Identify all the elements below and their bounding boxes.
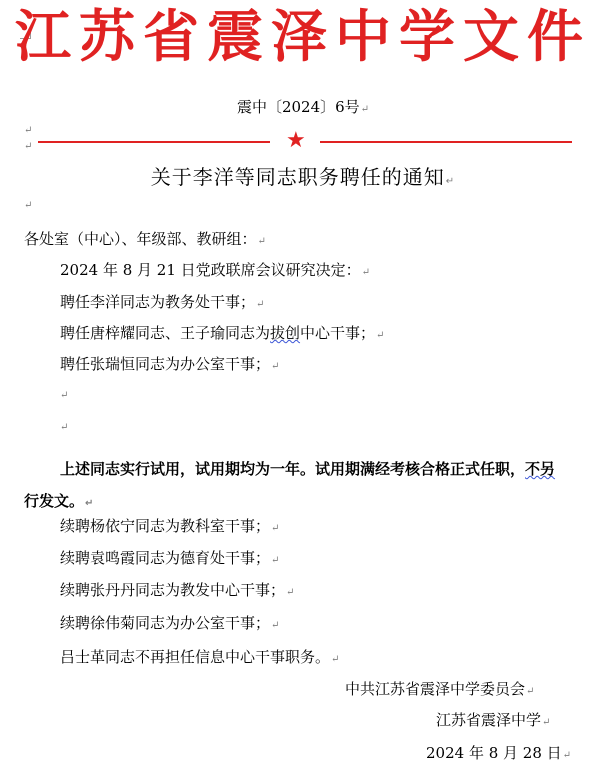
paragraph-mark: ↵ [271, 361, 280, 372]
paragraph-mark: ↵ [361, 267, 371, 278]
renewal-text: 续聘杨依宁同志为教科室干事； [60, 517, 271, 535]
renewal-text: 续聘袁鸣霞同志为德育处干事； [60, 549, 271, 567]
renewal-item [60, 612, 279, 637]
star-icon: ★ [286, 128, 306, 153]
appointment-text: 中心干事； [300, 324, 376, 342]
signature-date [426, 742, 571, 767]
document-number [0, 96, 606, 121]
spellcheck-underlined-text: 拔创 [270, 324, 301, 342]
paragraph-mark: ↵ [562, 750, 572, 761]
appointment-item [60, 291, 264, 316]
paragraph-mark: ↵ [271, 523, 280, 534]
renewal-text: 续聘徐伟菊同志为办公室干事； [60, 614, 271, 632]
dismissal-text: 吕士革同志不再担任信息中心干事职务。 [60, 648, 331, 666]
document-number-text: 震中〔2024〕6号 [236, 98, 360, 116]
paragraph-mark: ↵ [24, 125, 33, 136]
paragraph-mark: ↵ [542, 717, 551, 728]
document-header-title: 江苏省震泽中学文件 [15, 5, 591, 70]
paragraph-mark: ↵ [445, 176, 456, 187]
renewal-item [60, 515, 279, 540]
red-divider-left [38, 141, 270, 143]
paragraph-mark: ↵ [24, 141, 33, 152]
paragraph-mark: ↵ [24, 200, 33, 211]
dismissal-line [60, 646, 339, 671]
paragraph-mark: ↵ [271, 620, 280, 631]
red-divider-right [320, 141, 572, 143]
probation-text: 行发文。 [24, 492, 85, 510]
notice-title [0, 163, 606, 196]
paragraph-mark: ↵ [286, 587, 295, 598]
renewal-item [60, 579, 294, 604]
signature-date-text: 2024 年 8 月 28 日 [426, 744, 562, 762]
appointment-text: 聘任张瑞恒同志为办公室干事； [60, 355, 271, 373]
decision-line [60, 259, 370, 284]
probation-text: 上述同志实行试用，试用期均为一年。试用期满经考核合格正式任职， [60, 460, 526, 478]
paragraph-mark: ↵ [257, 236, 266, 247]
paragraph-mark: ↵ [271, 555, 280, 566]
appointment-text: 聘任李洋同志为教务处干事； [60, 293, 256, 311]
renewal-item [60, 547, 279, 572]
probation-paragraph [24, 453, 570, 520]
paragraph-mark: ↵ [526, 686, 535, 697]
spellcheck-underlined-text: 不另 [525, 460, 556, 478]
paragraph-mark: ↵ [360, 104, 370, 115]
signature-org-party [345, 678, 534, 703]
appointment-item [60, 322, 384, 347]
salutation-text: 各处室（中心）、年级部、教研组： [24, 230, 257, 248]
paragraph-mark: ↵ [85, 498, 94, 509]
signature-org-school [436, 709, 550, 734]
signature-text: 中共江苏省震泽中学委员会 [345, 680, 526, 698]
paragraph-mark: ↵ [331, 654, 340, 665]
appointment-text: 聘任唐梓耀同志、王子瑜同志为 [60, 324, 271, 342]
salutation [24, 228, 266, 253]
paragraph-mark: ↵ [60, 422, 69, 433]
signature-text: 江苏省震泽中学 [436, 711, 542, 729]
paragraph-mark: ↵ [376, 330, 385, 341]
paragraph-mark: ↵ [60, 390, 69, 401]
appointment-item [60, 353, 279, 378]
notice-title-text: 关于李洋等同志职务聘任的通知 [150, 165, 445, 189]
renewal-text: 续聘张丹丹同志为教发中心干事； [60, 581, 286, 599]
decision-text: 2024 年 8 月 21 日党政联席会议研究决定： [60, 261, 361, 279]
paragraph-mark: ↵ [256, 299, 265, 310]
